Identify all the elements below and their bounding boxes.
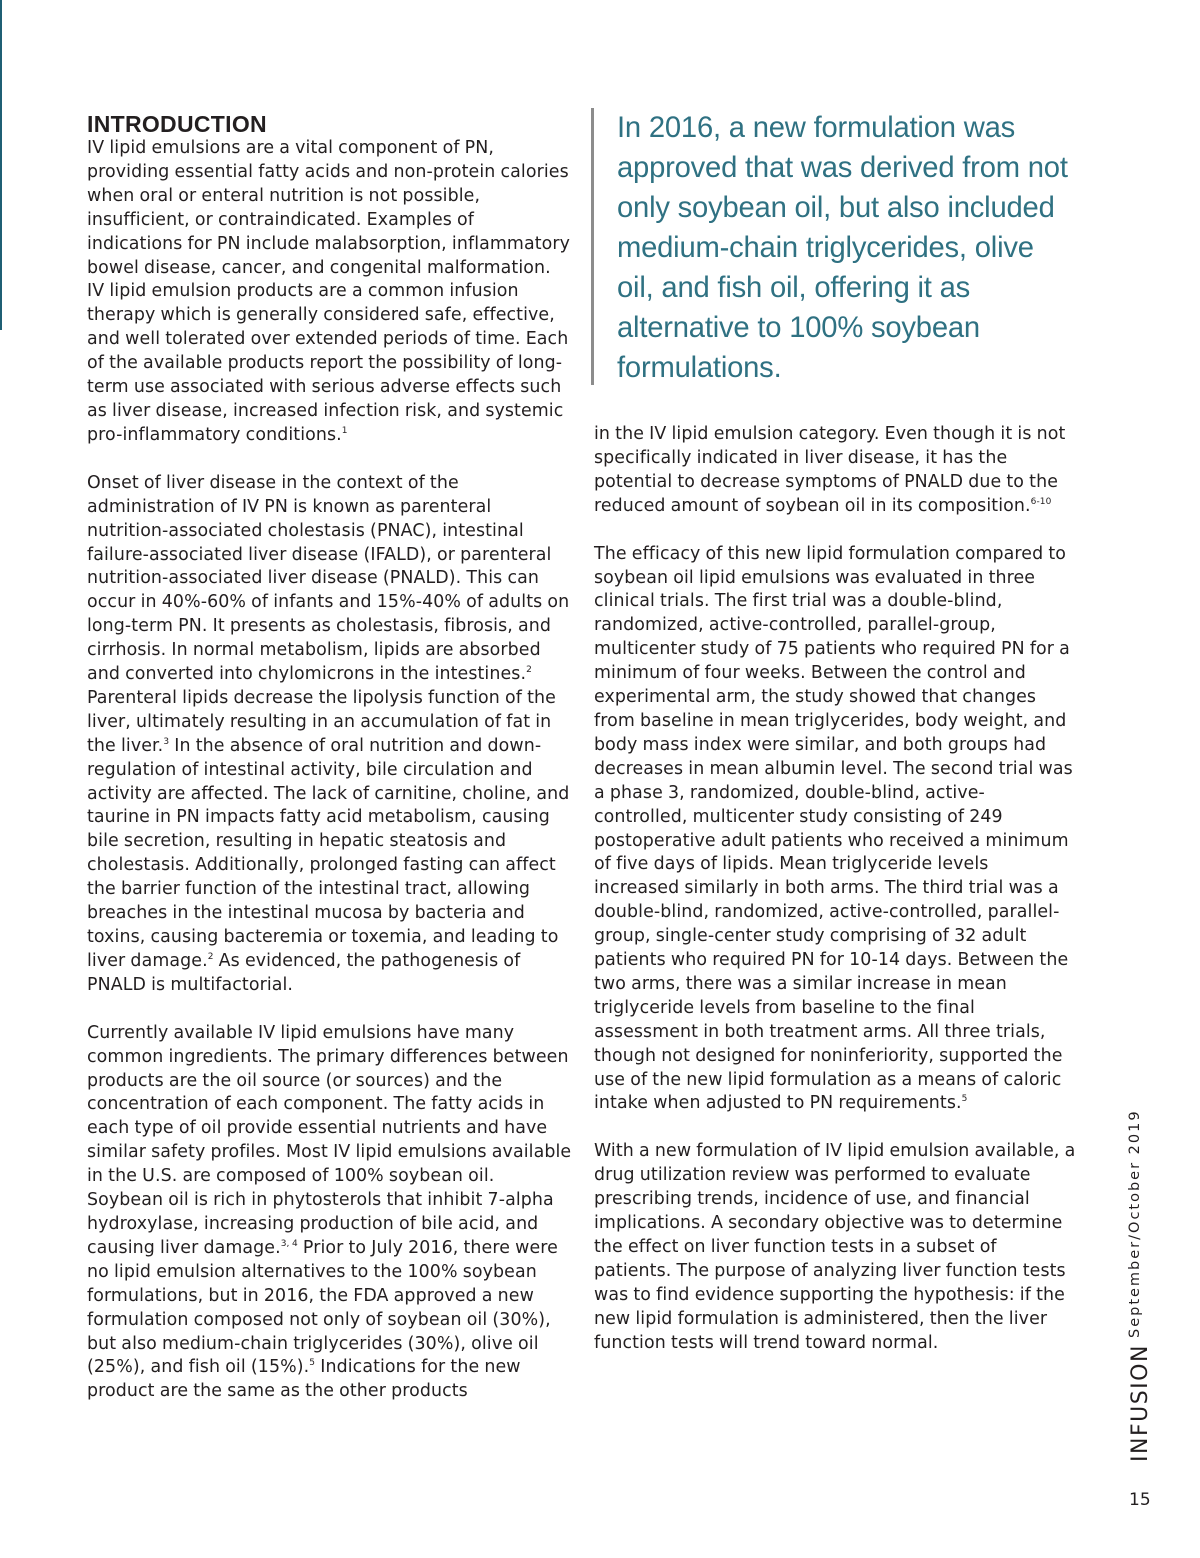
paragraph <box>87 1022 572 1405</box>
paragraph-text: in the IV lipid emulsion category. Even though it is not specifically indicated in liver disease, it has the potential to decrease symptoms of PNALD due to the reduced amount of soybean oil in its composition. <box>594 424 1066 516</box>
paragraph <box>594 423 1076 519</box>
reference-superscript: 5 <box>309 1358 316 1369</box>
paragraph-text: In the absence of oral nutrition and down-regulation of intestinal activity, bile circulation and activity are affected. The lack of carnitine, choline, and taurine in PN impacts fatty acid metabolism, causing bile secretion, resulting in hepatic steatosis and cholestasis. Additionally, prolonged fasting can affect the barrier function of the intestinal tract, allowing breaches in the intestinal mucosa by bacteria and toxins, causing bacteremia or toxemia, and leading to liver damage. <box>87 735 570 971</box>
reference-superscript: 1 <box>341 425 348 436</box>
section-heading: INTRODUCTION <box>87 111 267 137</box>
paragraph-text: Indications for the new product are the same as the other products <box>87 1357 521 1402</box>
pull-quote: In 2016, a new formulation was approved that was derived from not only soybean oil, but also included medium-chain triglycerides, olive oil, and fish oil, offering it as alternative to 100% soybean formulations. <box>591 108 1071 385</box>
right-column <box>594 423 1076 1380</box>
paragraph-text: The efficacy of this new lipid formulation compared to soybean oil lipid emulsions was evaluated in three clinical trials. The first trial was a double-blind, randomized, active-controlled, parallel-group, multicenter study of 75 patients who required PN for a minimum of four weeks. Between the control and experimental arm, the study showed that changes from baseline in mean triglycerides, body weight, and body mass index were similar, and both groups had decreases in mean albumin level. The second trial was a phase 3, randomized, double-blind, active-controlled, multicenter study consisting of 249 postoperative adult patients who received a minimum of five days of lipids. Mean triglyceride levels increased similarly in both arms. The third trial was a double-blind, randomized, active-controlled, parallel-group, single-center study comprising of 32 adult patients who required PN for 10-14 days. Between the two arms, there was a similar increase in mean triglyceride levels from baseline to the final assessment in both treatment arms. All three trials, though not designed for noninferiority, supported the use of the new lipid formulation as a means of caloric intake when adjusted to PN requirements. <box>594 543 1073 1114</box>
reference-superscript: 5 <box>961 1094 968 1105</box>
magazine-logo: INFUSION <box>1128 1344 1153 1462</box>
reference-superscript: 3 <box>163 736 170 747</box>
issue-date: September/October 2019 <box>1127 1109 1143 1338</box>
paragraph-text: With a new formulation of IV lipid emulsion available, a drug utilization review was performed to evaluate prescribing trends, incidence of use, and financial implications. A secondary objective was to determine the effect on liver function tests in a subset of patients. The purpose of analyzing liver function tests was to find evidence supporting the hypothesis: if the new lipid formulation is administered, then the liver function tests will trend toward normal. <box>594 1141 1076 1353</box>
page-number: 15 <box>1129 1490 1151 1510</box>
paragraph <box>87 472 572 998</box>
reference-superscript: 2 <box>207 951 214 962</box>
left-column <box>87 110 572 1428</box>
reference-superscript: 2 <box>526 665 532 676</box>
page-edge-accent-rule <box>0 0 2 330</box>
paragraph-text: Parenteral lipids decrease the lipolysis function of the liver, ultimately resulting in an accumulation of fat in the liver. <box>87 687 556 756</box>
paragraph <box>87 137 572 448</box>
paragraph-text: Prior to July 2016, there were no lipid emulsion alternatives to the 100% soybean formulations, but in 2016, the FDA approved a new formulation composed not only of soybean oil (30%), but also medium-chain triglycerides (30%), olive oil (25%), and fish oil (15%). <box>87 1237 558 1378</box>
paragraph-text: Onset of liver disease in the context of the administration of IV PN is known as parenteral nutrition-associated cholestasis (PNAC), intestinal failure-associated liver disease (IFALD), or parenteral nutrition-associated liver disease (PNALD). This can occur in 40%-60% of infants and 15%-40% of adults on long-term PN. It presents as cholestasis, fibrosis, and cirrhosis. In normal metabolism, lipids are absorbed and converted into chylomicrons in the intestines. <box>87 472 570 685</box>
paragraph <box>594 543 1076 1117</box>
reference-superscript: 6-10 <box>1030 496 1052 507</box>
paragraph <box>594 1140 1076 1355</box>
paragraph-text: Currently available IV lipid emulsions have many common ingredients. The primary differences between products are the oil source (or sources) and the concentration of each component. The fatty acids in each type of oil provide essential nutrients and have similar safety profiles. Most IV lipid emulsions available in the U.S. are composed of 100% soybean oil. Soybean oil is rich in phytosterols that inhibit 7-alpha hydroxylase, increasing production of bile acid, and causing liver damage. <box>87 1022 572 1258</box>
paragraph-text: IV lipid emulsions are a vital component of PN, providing essential fatty acids and non-protein calories when oral or enteral nutrition is not possible, insufficient, or contraindicated. Examples of indications for PN include malabsorption, inflammatory bowel disease, cancer, and congenital malformation. IV lipid emulsion products are a common infusion therapy which is generally considered safe, effective, and well tolerated over extended periods of time. Each of the available products report the possibility of long-term use associated with serious adverse effects such as liver disease, increased infection risk, and systemic pro-inflammatory conditions. <box>87 138 571 445</box>
reference-superscript: 3, 4 <box>280 1238 298 1249</box>
paragraph-text: As evidenced, the pathogenesis of PNALD is multifactorial. <box>87 950 521 995</box>
